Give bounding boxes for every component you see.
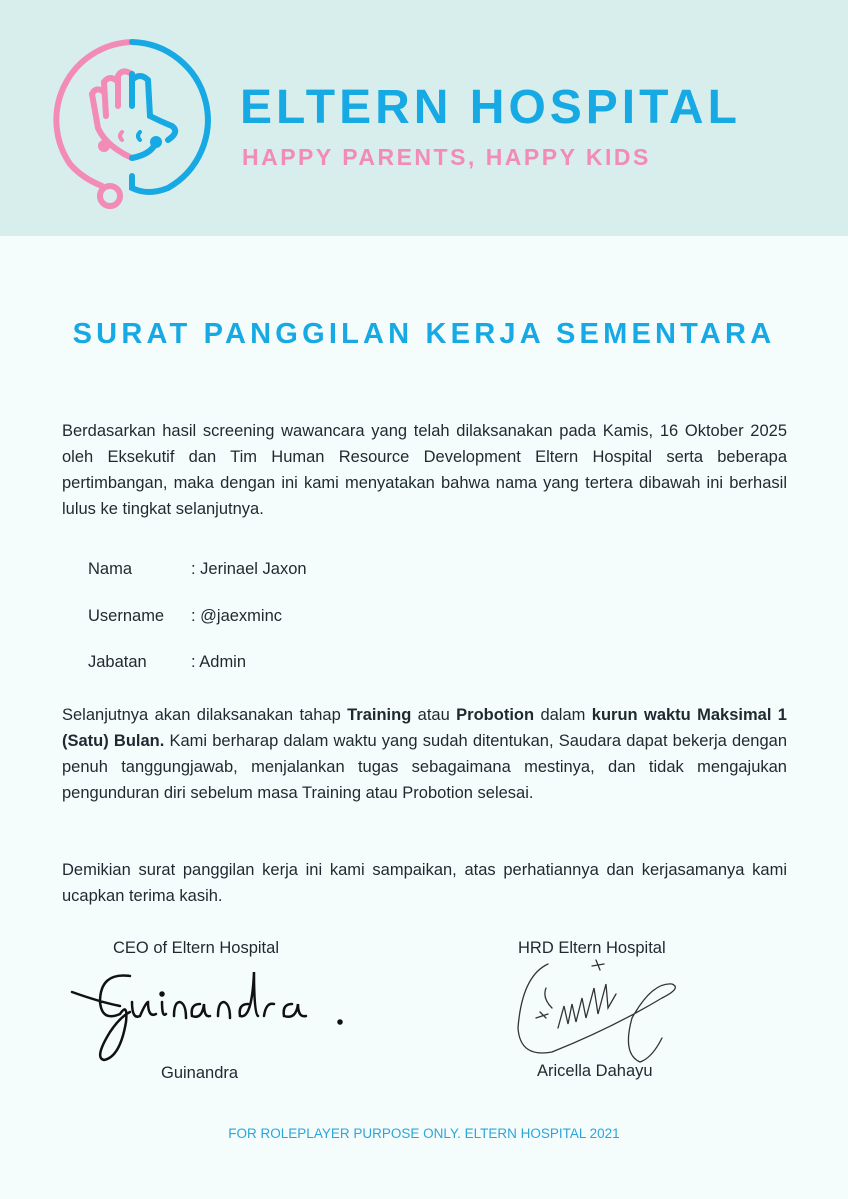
ceo-name: Guinandra bbox=[161, 1064, 239, 1082]
field-value: : Jerinael Jaxon bbox=[191, 560, 307, 578]
body-bold: Probotion bbox=[456, 706, 535, 724]
ceo-title: CEO of Eltern Hospital bbox=[113, 939, 279, 957]
hospital-tagline: HAPPY PARENTS, HAPPY KIDS bbox=[242, 144, 651, 170]
hrd-name: Aricella Dahayu bbox=[537, 1062, 653, 1080]
footer-note: FOR ROLEPLAYER PURPOSE ONLY. ELTERN HOSPITAL 2021 bbox=[228, 1126, 620, 1141]
hrd-signature bbox=[512, 958, 682, 1070]
body-bold: Training bbox=[347, 706, 412, 724]
ceo-signature bbox=[70, 962, 360, 1067]
hospital-logo-icon bbox=[48, 36, 216, 214]
field-label: Username bbox=[88, 607, 165, 625]
body-paragraph bbox=[62, 702, 787, 806]
hospital-name: ELTERN HOSPITAL bbox=[240, 81, 741, 134]
field-value: : @jaexminc bbox=[191, 607, 283, 625]
field-nama bbox=[88, 560, 307, 579]
letter-title: SURAT PANGGILAN KERJA SEMENTARA bbox=[72, 318, 776, 350]
intro-paragraph: Berdasarkan hasil screening wawancara yang telah dilaksanakan pada Kamis, 16 Oktober 2025 oleh Eksekutif dan Tim Human Resource Development Eltern Hospital serta beberapa pertimbangan, maka dengan ini kami menyatakan bahwa nama yang tertera dibawah ini berhasil lulus ke tingkat selanjutnya. bbox=[62, 422, 787, 518]
field-label: Nama bbox=[88, 560, 133, 578]
body-bold: kurun waktu Maksimal 1 (Satu) Bulan. bbox=[62, 706, 787, 750]
field-value: : Admin bbox=[191, 653, 247, 671]
closing-paragraph: Demikian surat panggilan kerja ini kami sampaikan, atas perhatiannya dan kerjasamanya kami ucapkan terima kasih. bbox=[62, 861, 787, 905]
body-text: Selanjutnya akan dilaksanakan tahap bbox=[62, 706, 348, 724]
header-band bbox=[0, 0, 848, 236]
body-text: Kami berharap dalam waktu yang sudah ditentukan, Saudara dapat bekerja dengan penuh tanggungjawab, menjalankan tugas sebagaimana mestinya, dan tidak mengajukan pengunduran diri sebelum masa Training atau Probotion selesai. bbox=[62, 732, 788, 802]
body-text: atau bbox=[411, 706, 457, 724]
field-label: Jabatan bbox=[88, 653, 147, 671]
hrd-title: HRD Eltern Hospital bbox=[518, 939, 666, 957]
field-jabatan bbox=[88, 653, 246, 672]
field-username bbox=[88, 607, 282, 626]
body-text: dalam bbox=[534, 706, 592, 724]
